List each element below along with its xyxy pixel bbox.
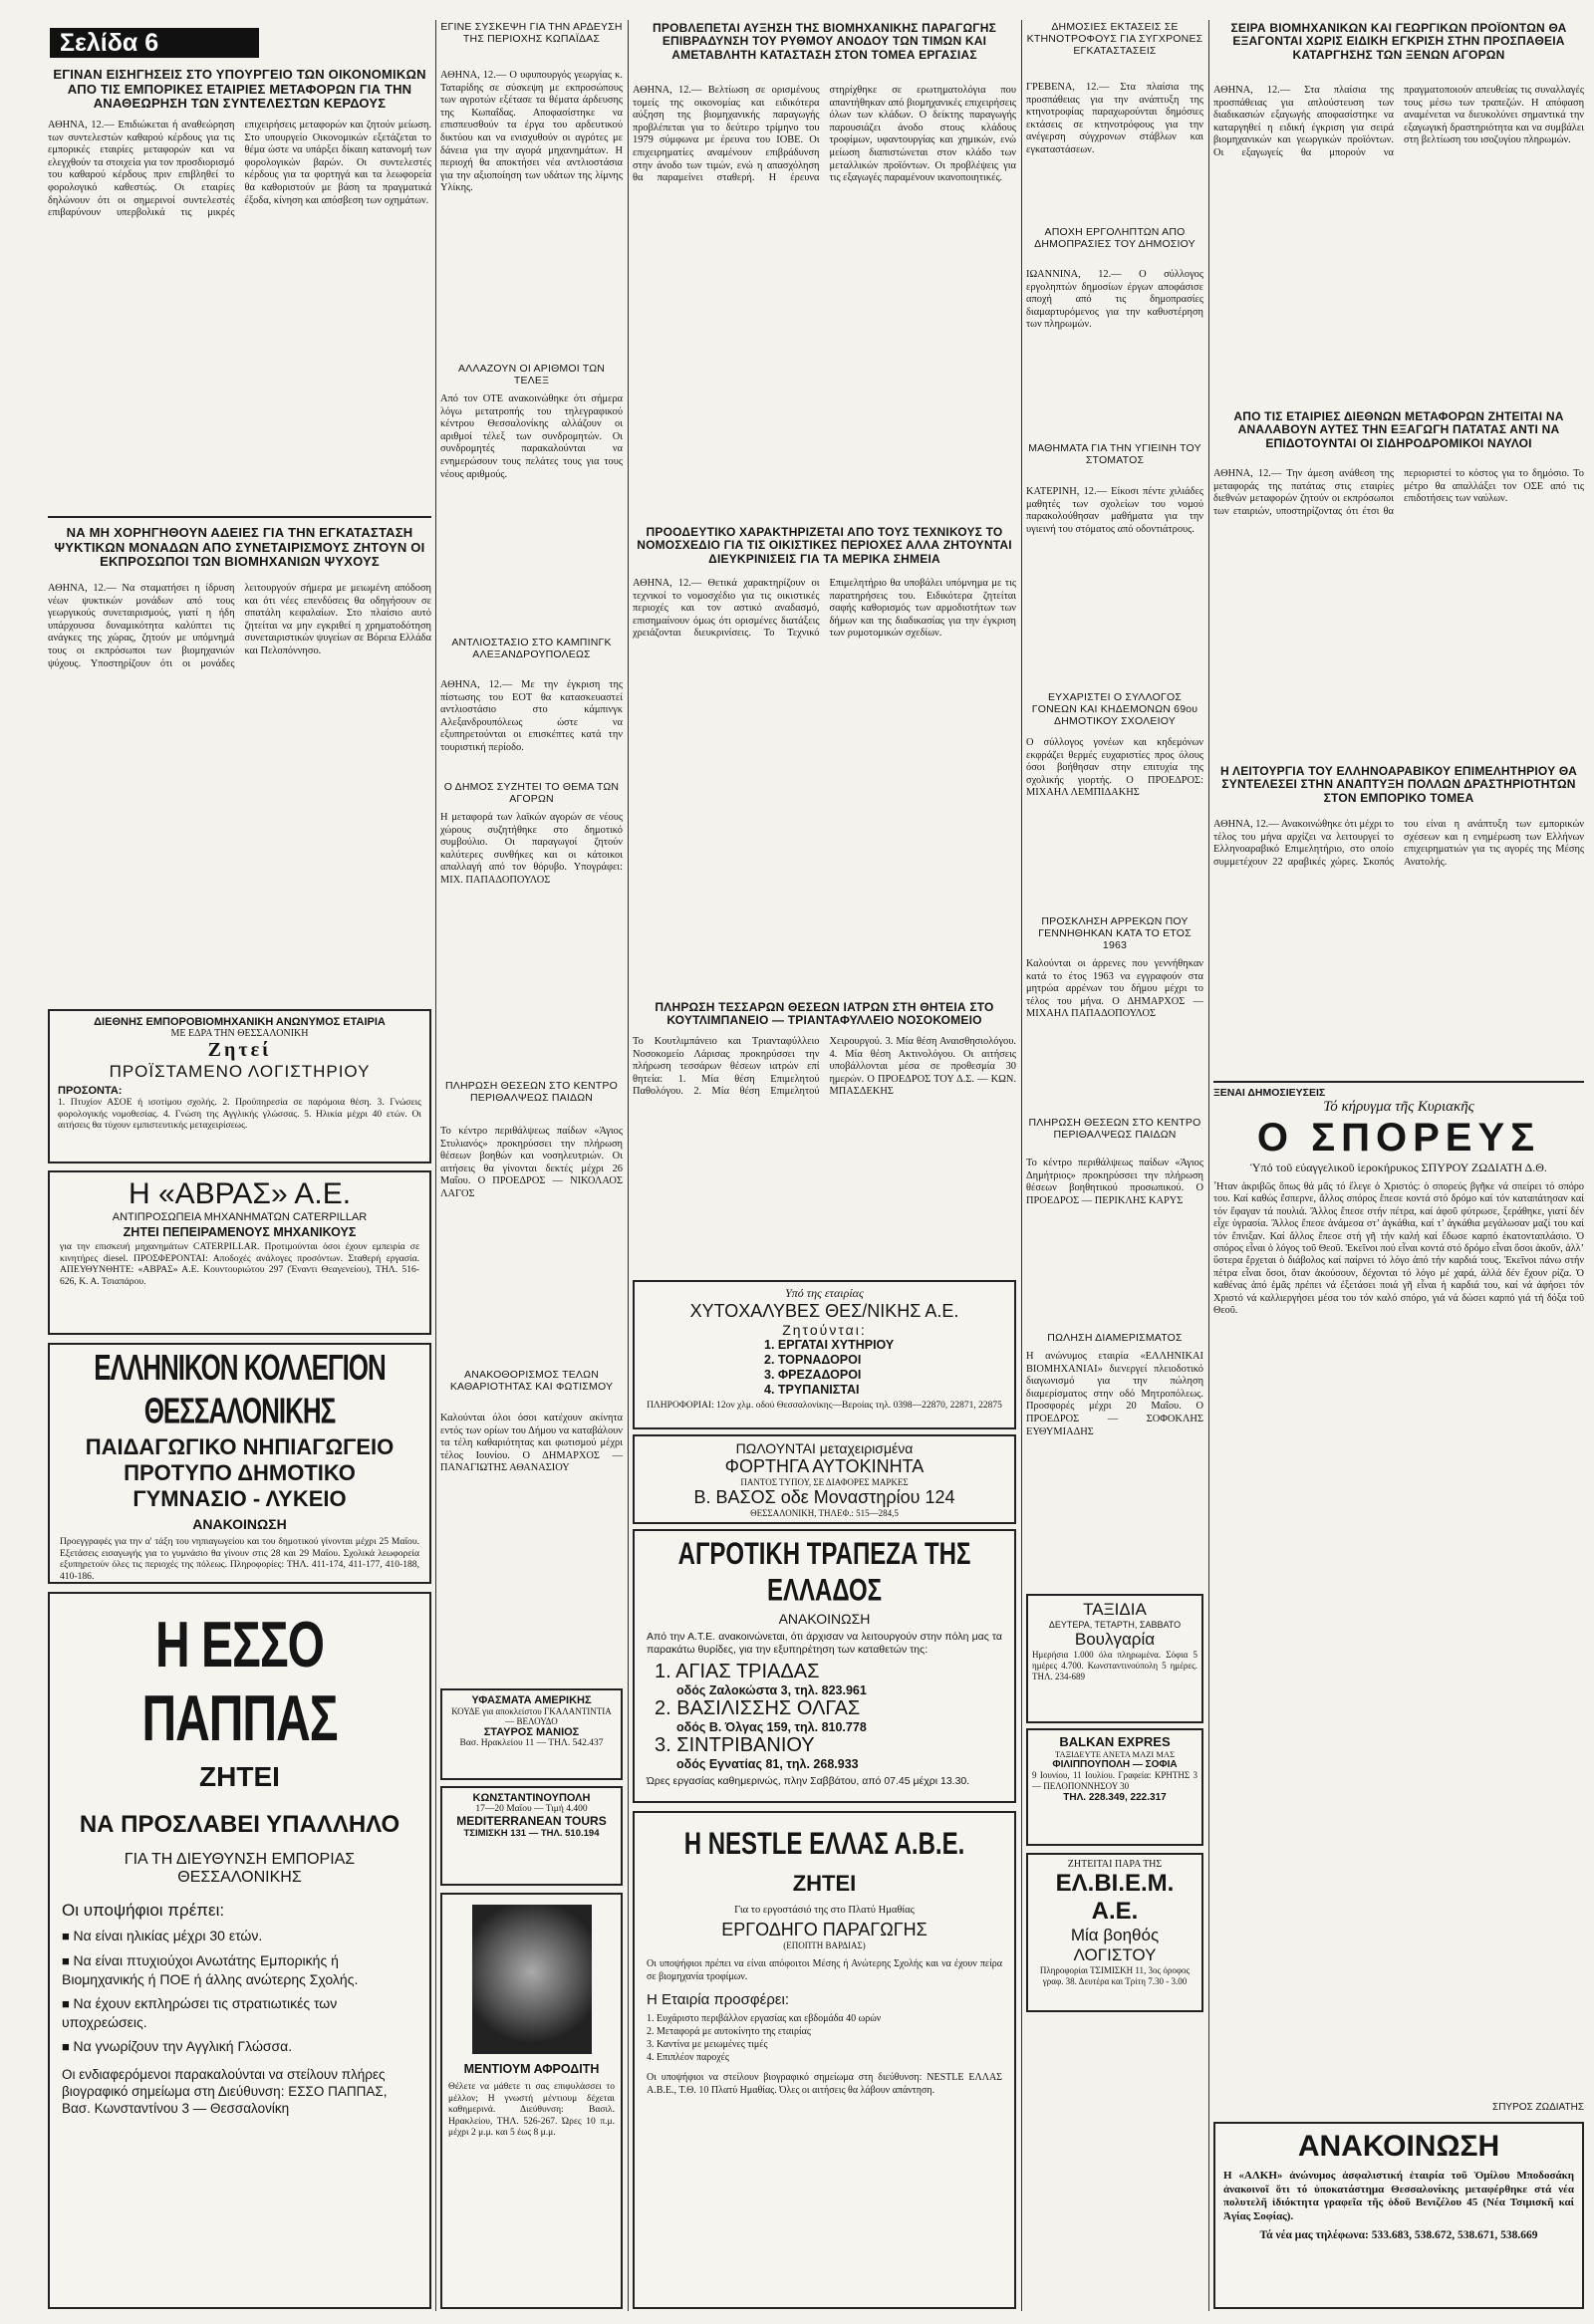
list-item: ■ Να είναι ηλικίας μέχρι 30 ετών. <box>62 1927 417 1945</box>
ad-days: ΔΕΥΤΕΡΑ, ΤΕΤΑΡΤΗ, ΣΑΒΒΑΤΟ <box>1048 1620 1182 1630</box>
list-item: 2. Μεταφορά με αυτοκίνητο της εταιρίας <box>647 2026 811 2037</box>
ad-for: ΓΙΑ ΤΗ ΔΙΕΥΘΥΝΣΗ ΕΜΠΟΡΙΑΣ ΘΕΣΣΑΛΟΝΙΚΗΣ <box>124 1851 356 1886</box>
article-body: ΑΘΗΝΑ, 12.— Ανακοινώθηκε ότι μέχρι το τέλος του μήνα αρχίζει να λειτουργεί το Ελληνοαραβικό Επιμελητήριο, στο οποίο συμμετέχουν 22 αραβικές χώρες. Σκοπός του είναι η ανάπτυξη των εμπορικών σχέσεων και η ενημέρωση των Ελλήνων επιχειρηματιών για τις αγορές της Μέσης Ανατολής. <box>1213 819 1584 868</box>
feature-title: Ο ΣΠΟΡΕΥΣ <box>1256 1116 1541 1160</box>
article-1-body: ΑΘΗΝΑ, 12.— Επιδιώκεται ή αναθεώρηση των συντελεστών καθαρού κέρδους για τις εμπορικές εταιρίες μεταφορών και να ελεγχθούν τα στοιχεία για τον προσδιορισμό του καθαρού κέρδους πριν επιβληθεί το φορολογικό καθεστώς. Οι εταιρίες δηλώνουν ότι οι σημερινοί συντελεστές επιβαρύνουν υπερβολικά τις μικρές επιχειρήσεις μεταφορών και ζητούν μείωση. Στο υπουργείο Οικονομικών εξετάζεται το θέμα ώστε να υπάρξει δίκαιη κατανομή των φορολογικών βαρών. Οι συντελεστές κέρδους για τα φορτηγά και τα λεωφορεία θα καθοριστούν με βάση τα πραγματικά έξοδα, κίνηση και απόσβεση των οχημάτων. <box>48 120 431 219</box>
ad-position: ΠΡΟΪΣΤΑΜΕΝΟ ΛΟΓΙΣΤΗΡΙΟΥ <box>109 1062 371 1081</box>
list-item: ■ Να γνωρίζουν την Αγγλική Γλώσσα. <box>62 2037 417 2056</box>
ad-offers-label: Η Εταιρία προσφέρει: <box>647 1991 790 2008</box>
article-body: Το κέντρο περιθάλψεως παίδων «Άγιος Στυλιανός» προκηρύσσει την πλήρωση θέσεων βοηθών και νοσηλευτριών. Οι αιτήσεις θα γίνονται δεκτές μέχρι 26 Μαΐου. Ο ΠΡΟΕΔΡΟΣ — ΝΙΚΟΛΑΟΣ ΛΑΓΟΣ <box>440 1126 623 1199</box>
ad-line: ΠΡΟΤΥΠΟ ΔΗΜΟΤΙΚΟ <box>124 1460 356 1485</box>
ad-subtitle: ΜΕ ΕΔΡΑ ΤΗΝ ΘΕΣΣΑΛΟΝΙΚΗ <box>170 1028 309 1039</box>
list-item: 1. Ευχάριστο περιβάλλον εργασίας και εβδομάδα 40 ωρών <box>647 2013 882 2024</box>
article-body: Η ανώνυμος εταιρία «ΕΛΛΗΝΙΚΑΙ ΒΙΟΜΗΧΑΝΙΑΙ» διενεργεί πλειοδοτικό διαγωνισμό για την πώληση διαμερίσματος στην οδό Μητροπόλεως. Προσφορές μέχρι 20 Μαΐου. Ο ΠΡΟΕΔΡΟΣ — ΣΟΦΟΚΛΗΣ ΕΥΘΥΜΙΑΔΗΣ <box>1026 1351 1203 1437</box>
branch-address: οδός Β. Όλγας 159, τηλ. 810.778 <box>676 1720 867 1734</box>
ad-line: ΓΥΜΝΑΣΙΟ - ΛΥΚΕΙΟ <box>133 1486 347 1511</box>
ad-position: ΕΡΓΟΔΗΓΟ ΠΑΡΑΓΩΓΗΣ <box>721 1920 928 1939</box>
article-headline: ΠΩΛΗΣΗ ΔΙΑΜΕΡΙΣΜΑΤΟΣ <box>1047 1333 1183 1344</box>
list-item: 4. Επιπλέον παροχές <box>647 2052 729 2063</box>
ad-announcement: ΑΝΑΚΟΙΝΩΣΗ <box>192 1516 287 1532</box>
feature-byline: Ὑπό τοῦ εὐαγγελικοῦ ἱεροκήρυκος ΣΠΥΡΟΥ ΖΩΔΙΑΤΗ Δ.Θ. <box>1250 1161 1547 1174</box>
feature-signature: ΣΠΥΡΟΣ ΖΩΔΙΑΤΗΣ <box>1492 2102 1584 2113</box>
ad-requirements: Οι υποψήφιοι πρέπει να είναι απόφοιτοι Μέσης ή Ανώτερης Σχολής και να έχουν πείρα σε βιομηχανία τροφίμων. <box>647 1958 1002 1982</box>
ad-title: ΜΕΝΤΙΟΥΜ ΑΦΡΟΔΙΤΗ <box>463 2062 600 2076</box>
branch-address: οδός Ζαλοκώστα 3, τηλ. 823.961 <box>676 1683 867 1697</box>
article-body: ΙΩΑΝΝΙΝΑ, 12.— Ο σύλλογος εργοληπτών δημοσίων έργων αποφάσισε αποχή από τις δημοπρασίες διαμαρτυρόμενος για την καθυστέρηση των πληρωμών. <box>1026 269 1203 331</box>
ad-subtitle: ΤΑΞΙΔΕΥΤΕ ΑΝΕΤΑ ΜΑΖΙ ΜΑΣ <box>1054 1749 1176 1759</box>
article-headline: ΑΝΑΚΟΘΟΡΙΣΜΟΣ ΤΕΛΩΝ ΚΑΘΑΡΙΟΤΗΤΑΣ ΚΑΙ ΦΩΤΙΣΜΟΥ <box>449 1370 614 1393</box>
article-headline: ΜΑΘΗΜΑΤΑ ΓΙΑ ΤΗΝ ΥΓΙΕΙΝΗ ΤΟΥ ΣΤΟΜΑΤΟΣ <box>1028 443 1201 466</box>
ad-subtitle: ΠΑΝΤΟΣ ΤΥΠΟΥ, ΣΕ ΔΙΑΦΟΡΕΣ ΜΑΡΚΕΣ <box>740 1477 909 1487</box>
ad-company: ΕΛ.ΒΙ.Ε.Μ. Α.Ε. <box>1055 1870 1175 1925</box>
ad-address: Βασ. Ηρακλείου 11 — ΤΗΛ. 542.437 <box>459 1738 604 1748</box>
ad-location: Για το εργοστάσιό της στο Πλατύ Ημαθίας <box>734 1905 915 1916</box>
feature-kicker: Τό κήρυγμα τῆς Κυριακῆς <box>1323 1099 1474 1115</box>
ad-title: ΚΩΝΣΤΑΝΤΙΝΟΥΠΟΛΗ <box>472 1792 591 1804</box>
feature-sermon <box>1213 1081 1584 2099</box>
ad-title: ΑΓΡΟΤΙΚΗ ΤΡΑΠΕΖΑ ΤΗΣ ΕΛΛΑΔΟΣ <box>677 1536 971 1609</box>
ad-route: ΦΙΛΙΠΠΟΥΠΟΛΗ — ΣΟΦΙΑ <box>1052 1759 1178 1770</box>
ad-positions <box>645 1338 1004 1398</box>
column-divider <box>628 20 629 2311</box>
ad-bulgaria-trips <box>1026 1594 1203 1723</box>
ad-diethnis <box>48 1009 431 1163</box>
column-divider <box>435 20 436 2311</box>
ad-title: Η ΕΣΣΟ ΠΑΠΠΑΣ <box>141 1610 338 1755</box>
list-item: 4. ΤΡΥΠΑΝΙΣΤΑΙ <box>764 1383 860 1397</box>
ad-footer: Οι υποψήφιοι να στείλουν βιογραφικό σημείωμα στη διεύθυνση: NESTLE ΕΛΛΑΣ Α.Β.Ε., Τ.Θ. 10 Πλατύ Ημαθίας. Όλες οι αιτήσεις θα λάβουν απάντηση. <box>647 2072 1002 2096</box>
article-headline: Ο ΔΗΜΟΣ ΣΥΖΗΤΕΙ ΤΟ ΘΕΜΑ ΤΩΝ ΑΓΟΡΩΝ <box>443 782 620 805</box>
article-body: Από τον ΟΤΕ ανακοινώθηκε ότι σήμερα λόγω μετατροπής του τηλεγραφικού κέντρου Θεσσαλονίκης αλλάζουν οι αριθμοί τέλεξ των συνδρομητών. Οι συνδρομητές παρακαλούνται να ενημερώσουν τους πελάτες τους για τους νέους αριθμούς. <box>440 393 623 480</box>
ad-title: ΑΝΑΚΟΙΝΩΣΗ <box>1297 2130 1500 2163</box>
article-headline: ΠΛΗΡΩΣΗ ΘΕΣΕΩΝ ΣΤΟ ΚΕΝΤΡΟ ΠΕΡΙΘΑΛΨΕΩΣ ΠΑΙΔΩΝ <box>1028 1118 1201 1141</box>
ad-hellenic-college <box>48 1343 431 1584</box>
ad-title: Η «ΑΒΡΑΣ» Α.Ε. <box>128 1177 352 1210</box>
ad-contact: ΤΣΙΜΙΣΚΗ 131 — ΤΗΛ. 510.194 <box>463 1828 600 1839</box>
ad-chytochalyves <box>633 1280 1016 1429</box>
article-body: Καλούνται όλοι όσοι κατέχουν ακίνητα εντός των ορίων του Δήμου να καταβάλουν τα τέλη καθαριότητας και φωτισμού μέχρι τέλος Ιουνίου. Ο ΔΗΜΑΡΧΟΣ — ΠΑΝΑΓΙΩΤΗΣ ΑΘΑΝΑΣΙΟΥ <box>440 1413 623 1474</box>
ad-phone: ΘΕΣΣΑΛΟΝΙΚΗ, ΤΗΛΕΦ.: 515—284,5 <box>750 1508 899 1518</box>
article-1-headline: ΕΓΙΝΑΝ ΕΙΣΗΓΗΣΕΙΣ ΣΤΟ ΥΠΟΥΡΓΕΙΟ ΤΩΝ ΟΙΚΟΝΟΜΙΚΩΝ ΑΠΟ ΤΙΣ ΕΜΠΟΡΙΚΕΣ ΕΤΑΙΡΙΕΣ ΜΕΤΑΦΟΡΩΝ ΓΙΑ ΤΗΝ ΑΝΑΘΕΩΡΗΣΗ ΤΩΝ ΣΥΝΤΕΛΕΣΤΩΝ ΚΕΡΔΟΥΣ <box>53 68 426 112</box>
article-body: ΑΘΗΝΑ, 12.— Την άμεση ανάθεση της μεταφοράς της πατάτας στις εταιρίες διεθνών μεταφορών ζητούν οι εκπρόσωποι των εταιριών, υποστηρίζοντας ότι έτσι θα περιοριστεί το κόστος για το δημόσιο. Το μέτρο θα απαλλάξει τον ΟΣΕ από τις επιδοτήσεις των ναύλων. <box>1213 468 1584 517</box>
ad-agricultural-bank <box>633 1529 1016 1803</box>
ad-subtitle: ΚΟΥΔΕ για αποκλείστου ΓΚΑΛΑΝΤΙΝΤΙΑ — ΒΕΛΟΥΔΟ <box>451 1706 612 1726</box>
ad-intro: Υπό της εταιρίας <box>785 1286 864 1300</box>
article-headline: ΔΗΜΟΣΙΕΣ ΕΚΤΑΣΕΙΣ ΣΕ ΚΤΗΝΟΤΡΟΦΟΥΣ ΓΙΑ ΣΥΓΧΡΟΝΕΣ ΕΓΚΑΤΑΣΤΑΣΕΙΣ <box>1026 22 1203 57</box>
article-headline: ΕΥΧΑΡΙΣΤΕΙ Ο ΣΥΛΛΟΓΟΣ ΓΟΝΕΩΝ ΚΑΙ ΚΗΔΕΜΟΝΩΝ 69ου ΔΗΜΟΤΙΚΟΥ ΣΧΟΛΕΙΟΥ <box>1031 692 1198 727</box>
branch-name: 1. ΑΓΙΑΣ ΤΡΙΑΔΑΣ <box>655 1661 820 1682</box>
column-divider <box>1021 20 1022 2311</box>
ad-title: ΦΟΡΤΗΓΑ ΑΥΤΟΚΙΝΗΤΑ <box>724 1456 925 1476</box>
list-item: 2. ΤΟΡΝΑΔΟΡΟΙ <box>764 1353 862 1367</box>
ad-footer: Οι ενδιαφερόμενοι παρακαλούνται να στείλουν πλήρες βιογραφικό σημείωμα στη Διεύθυνση: ΕΣΣΟ ΠΑΠΠΑΣ, Βασ. Κωνσταντίνου 3 — Θεσσαλονίκη <box>62 2067 388 2116</box>
ad-body: Προεγγραφές για την α' τάξη του νηπιαγωγείου και του δημοτικού γίνονται μέχρι 25 Μαΐου. Εξετάσεις εισαγωγής για το γυμνάσιο θα γίνουν στις 28 και 29 Μαΐου. Σχολικά λεωφορεία εξυπηρετούν όλες τις περιοχές της πόλεως. Πληροφορίες: ΤΗΛ. 411-174, 411-177, 410-188, 410-186. <box>60 1536 419 1582</box>
feature-body: Ἦταν ἀκριβῶς ὅπως θά μᾶς τό ἔλεγε ὁ Χριστός: ὁ σπορεύς βγῆκε νά σπείρει τό σπόρο του. Καί καθώς ἔσπερνε, ἄλλος σπόρος ἔπεσε κοντά στό δρόμο καί τόν καταπάτησαν καί τόν ἔφαγαν τά πουλιά. Ἄλλος ἔπεσε στήν πέτρα, καί ἀφοῦ φύτρωσε, ξεράθηκε, γιατί δέν εἶχε ὑγρασία. Ἄλλος ἔπεσε ἀνάμεσα στ’ ἀγκάθια, καί τ’ ἀγκάθια μεγάλωσαν μαζί του καί τόν ἔπνιξαν. Καί ἄλλος ἔπεσε στή γῆ τήν καλή καί ἔδωσε καρπό ἑκατονταπλάσιο. Ὁ σπόρος εἶναι ὁ λόγος τοῦ Θεοῦ. Ἐκεῖνοι πού εἶναι κοντά στό δρόμο εἶναι ὅσοι ἀκοῦν, ἀλλ’ ὕστερα ἔρχεται ὁ διάβολος καί παίρνει τό λόγο ἀπό τήν καρδιά τους. Ἐκεῖνοι πάνω στήν πέτρα εἶναι ὅσοι, ὅταν ἀκούσουν, δέχονται τό λόγο μέ χαρά, ἀλλά δέν ἔχουν ρίζα. Ὁ καθένας ἀπό ἐμᾶς πρέπει νά ἐξετάσει ποιά γῆ εἶναι ἡ καρδιά του, καί νά ἀφήσει τόν Χριστό νά καλλιεργήσει μέσα του τόν καλό σπόρο, γιά νά δώσει καρπό γιά τή δόξα τοῦ Θεοῦ. <box>1213 1181 1584 1317</box>
ad-offers <box>647 2012 1002 2064</box>
ad-announcement: ΑΝΑΚΟΙΝΩΣΗ <box>778 1611 871 1627</box>
ad-hours: Ώρες εργασίας καθημερινώς, πλην Σαββάτου, από 07.45 μέχρι 13.30. <box>647 1775 970 1787</box>
divider <box>48 516 431 518</box>
ad-qualifications-label: ΠΡΟΣΟΝΤΑ: <box>58 1085 123 1097</box>
article-body: Ο σύλλογος γονέων και κηδεμόνων εκφράζει θερμές ευχαριστίες προς όλους όσοι βοήθησαν στην επιτυχία της σχολικής γιορτής. Ο ΠΡΟΕΔΡΟΣ: ΜΙΧΑΗΛ ΛΕΜΠΙΔΑΚΗΣ <box>1026 737 1203 799</box>
branch-address: οδός Εγνατίας 81, τηλ. 268.933 <box>676 1757 859 1771</box>
article-2-body: ΑΘΗΝΑ, 12.— Να σταματήσει η ίδρυση νέων ψυκτικών μονάδων από τους γεωργικούς συνεταιρισμούς, γιατί η ήδη υπάρχουσα δυναμικότητα καλύπτει τις ανάγκες της χώρας, ζητούν με υπόμνημά τους οι εκπρόσωποι των βιομηχανιών ψύχους. Υποστηρίζουν ότι οι μονάδες λειτουργούν σήμερα με μειωμένη απόδοση και ότι νέες επενδύσεις θα οδηγήσουν σε σπατάλη κεφαλαίων. Στο πλαίσιο αυτό ζητείται να μην εγκριθεί η χρηματοδότηση συνεταιριστικών ψυγείων σε Βόρεια Ελλάδα και Πελοπόννησο. <box>48 583 431 669</box>
ad-phone: ΤΗΛ. 228.349, 222.317 <box>1063 1792 1167 1803</box>
ad-title: ΥΦΑΣΜΑΤΑ ΑΜΕΡΙΚΗΣ <box>471 1694 592 1706</box>
article-headline: ΠΛΗΡΩΣΗ ΘΕΣΕΩΝ ΣΤΟ ΚΕΝΤΡΟ ΠΕΡΙΘΑΛΨΕΩΣ ΠΑΙΔΩΝ <box>444 1081 618 1104</box>
article-headline: ΠΛΗΡΩΣΗ ΤΕΣΣΑΡΩΝ ΘΕΣΕΩΝ ΙΑΤΡΩΝ ΣΤΗ ΘΗΤΕΙΑ ΣΤΟ ΚΟΥΤΛΙΜΠΑΝΕΙΟ — ΤΡΙΑΝΤΑΦΥΛΛΕΙΟ ΝΟΣΟΚΟΜΕΙΟ <box>655 1001 994 1028</box>
ad-alki <box>1213 2122 1584 2309</box>
article-body: ΑΘΗΝΑ, 12.— Στα πλαίσια της προσπάθειας για απλούστευση των διαδικασιών εξαγωγής αποφασίστηκε να καταργηθεί η ειδική έγκριση για σειρά βιομηχανικών και γεωργικών προϊόντων. Οι εξαγωγείς θα μπορούν να πραγματοποιούν απευθείας τις συναλλαγές τους μέσω των τραπεζών. Η απόφαση αναμένεται να διευκολύνει σημαντικά την εξαγωγική δραστηριότητα και να συμβάλει στη βελτίωση του ισοζυγίου πληρωμών. <box>1213 85 1584 158</box>
ad-requirements <box>62 1927 417 2056</box>
ad-title: ΕΛΛΗΝΙΚΟΝ ΚΟΛΛΕΓΙΟΝ ΘΕΣΣΑΛΟΝΙΚΗΣ <box>94 1346 386 1431</box>
ad-agency: MEDITERRANEAN TOURS <box>456 1814 607 1828</box>
article-2-headline: ΝΑ ΜΗ ΧΟΡΗΓΗΘΟΥΝ ΑΔΕΙΕΣ ΓΙΑ ΤΗΝ ΕΓΚΑΤΑΣΤΑΣΗ ΨΥΚΤΙΚΩΝ ΜΟΝΑΔΩΝ ΑΠΟ ΣΥΝΕΤΑΙΡΙΣΜΟΥΣ ΖΗΤΟΥΝ ΟΙ ΕΚΠΡΟΣΩΠΟΙ ΤΩΝ ΒΙΟΜΗΧΑΝΙΩΝ ΨΥΧΟΥΣ <box>54 526 425 570</box>
article-body: Καλούνται οι άρρενες που γεννήθηκαν κατά το έτος 1963 να εγγραφούν στα μητρώα αρρένων του δήμου μέχρι το τέλος του μήνα. Ο ΔΗΜΑΡΧΟΣ — ΜΙΧΑΗΛ ΠΑΠΑΔΟΠΟΥΛΟΣ <box>1026 958 1203 1020</box>
ad-qualifications: 1. Πτυχίον ΑΣΟΕ ή ισοτίμου σχολής. 2. Προϋπηρεσία σε παρόμοια θέση. 3. Γνώσεις φορολογικής νομοθεσίας. 4. Γνώση της Αγγλικής γλώσσας. 5. Ηλικία μέχρι 40 ετών. Οι αιτήσεις θα τύχουν εμπιστευτικής μεταχειρίσεως. <box>58 1097 421 1131</box>
list-item: 3. ΦΡΕΖΑΔΟΡΟΙ <box>764 1368 862 1382</box>
ad-intro: ΖΗΤΕΙΤΑΙ ΠΑΡΑ ΤΗΣ <box>1067 1859 1163 1870</box>
branch-name: 2. ΒΑΣΙΛΙΣΣΗΣ ΟΛΓΑΣ <box>655 1697 861 1719</box>
ad-nestle <box>633 1811 1016 2309</box>
ad-title: ΔΙΕΘΝΗΣ ΕΜΠΟΡΟΒΙΟΜΗΧΑΝΙΚΗ ΑΝΩΝΥΜΟΣ ΕΤΑΙΡΙΑ <box>94 1016 386 1028</box>
ad-body: 9 Ιουνίου, 11 Ιουλίου. Γραφεία: ΚΡΗΤΗΣ 3 — ΠΕΛΟΠΟΝΝΗΣΟΥ 30 <box>1032 1770 1197 1791</box>
ad-wanted: Ζητούνται: <box>782 1322 867 1338</box>
ad-name: ΣΤΑΥΡΟΣ ΜΑΝΙΟΣ <box>483 1726 580 1738</box>
column-divider <box>1208 20 1209 2311</box>
ad-title: BALKAN EXPRES <box>1059 1734 1171 1749</box>
ad-phones: Τά νέα μας τηλέφωνα: 533.683, 538.672, 538.671, 538.669 <box>1259 2229 1538 2241</box>
ad-balkan-express <box>1026 1728 1203 1846</box>
ad-subtitle: ΑΝΤΙΠΡΟΣΩΠΕΙΑ ΜΗΧΑΝΗΜΑΤΩΝ CATERPILLAR <box>112 1211 368 1223</box>
ad-title: ΤΑΞΙΔΙΑ <box>1083 1600 1147 1619</box>
feature-section-label: ΞΕΝΑΙ ΔΗΜΟΣΙΕΥΣΕΙΣ <box>1213 1087 1326 1099</box>
article-headline: ΠΡΟΟΔΕΥΤΙΚΟ ΧΑΡΑΚΤΗΡΙΖΕΤΑΙ ΑΠΟ ΤΟΥΣ ΤΕΧΝΙΚΟΥΣ ΤΟ ΝΟΜΟΣΧΕΔΙΟ ΓΙΑ ΤΙΣ ΟΙΚΙΣΤΙΚΕΣ ΠΕΡΙΟΧΕΣ ΑΛΛΑ ΖΗΤΟΥΝΤΑΙ ΔΙΕΥΚΡΙΝΙΣΕΙΣ ΓΙΑ ΤΑ ΜΕΡΙΚΑ ΣΗΜΕΙΑ <box>637 526 1012 566</box>
article-body: Το κέντρο περιθάλψεως παίδων «Άγιος Δημήτριος» προκηρύσσει την πλήρωση θέσεων βοηθητικού προσωπικού. Ο ΠΡΟΕΔΡΟΣ — ΠΕΡΙΚΛΗΣ ΚΑΡΥΣ <box>1026 1158 1203 1206</box>
ad-body: για την επισκευή μηχανημάτων CATERPILLAR. Προτιμούνται όσοι έχουν εμπειρία σε κινητήρες diesel. ΠΡΟΣΦΕΡΟΝΤΑΙ: Αποδοχές ανάλογες προσόντων. Σταθερή εργασία. ΑΠΕΥΘΥΝΘΗΤΕ: «ΑΒΡΑΣ» Α.Ε. Κουντουριώτου 297 (Έναντι Θεαγενείου), ΤΗΛ. 516-626, Κ. Α. Τσιαπάρου. <box>60 1241 419 1287</box>
article-body: ΑΘΗΝΑ, 12.— Θετικά χαρακτηρίζουν οι τεχνικοί το νομοσχέδιο για τις οικιστικές περιοχές και τον αστικό αναδασμό, επισημαίνουν όμως ότι ορισμένες διατάξεις χρειάζονται διευκρινίσεις. Το Τεχνικό Επιμελητήριο θα υποβάλει υπόμνημα με τις παρατηρήσεις του. Ειδικότερα ζητείται σαφής καθορισμός των αρμοδιοτήτων των δήμων και της διαδικασίας για την έγκριση των ρυμοτομικών σχεδίων. <box>633 578 1016 640</box>
ad-trucks <box>633 1434 1016 1524</box>
article-headline: ΑΛΛΑΖΟΥΝ ΟΙ ΑΡΙΘΜΟΙ ΤΩΝ ΤΕΛΕΞ <box>457 364 606 387</box>
branch-name: 3. ΣΙΝΤΡΙΒΑΝΙΟΥ <box>655 1734 815 1756</box>
article-headline: ΑΝΤΛΙΟΣΤΑΣΙΟ ΣΤΟ ΚΑΜΠΙΝΓΚ ΑΛΕΞΑΝΔΡΟΥΠΟΛΕΩΣ <box>451 638 612 660</box>
list-item: ■ Να έχουν εκπληρώσει τις στρατιωτικές των υποχρεώσεις. <box>62 1994 417 2031</box>
ad-wanted: Μία βοηθός <box>1070 1926 1160 1944</box>
ad-body: Ημερήσια 1.000 όλα πληρωμένα. Σόφια 5 ημέρες 4.700. Κωνσταντινούπολη 5 ημέρες. ΤΗΛ. 234-689 <box>1032 1650 1197 1681</box>
ad-destination: Βουλγαρία <box>1074 1630 1156 1649</box>
article-headline: Η ΛΕΙΤΟΥΡΓΙΑ ΤΟΥ ΕΛΛΗΝΟΑΡΑΒΙΚΟΥ ΕΠΙΜΕΛΗΤΗΡΙΟΥ ΘΑ ΣΥΝΤΕΛΕΣΕΙ ΣΤΗΝ ΑΝΑΠΤΥΞΗ ΠΟΛΛΩΝ ΔΡΑΣΤΗΡΙΟΤΗΤΩΝ ΣΤΟΝ ΕΜΠΟΡΙΚΟ ΤΟΜΕΑ <box>1220 765 1577 805</box>
article-body: ΑΘΗΝΑ, 12.— Ο υφυπουργός γεωργίας κ. Ταταρίδης σε σύσκεψη με εκπροσώπους των αγροτών εξέτασε τα θέματα άρδευσης της Κωπαΐδας. Αποφασίστηκε να επισπευσθούν τα έργα του αρδευτικού δικτύου και να ενισχυθούν οι αγρότες με δάνεια για την αγορά μηχανημάτων. Η περιοχή θα αποκτήσει νέα αντλιοστάσια για την αξιοποίηση των υδάτων της λίμνης Υλίκης. <box>440 70 623 194</box>
ad-position-note: (ΕΠΟΠΤΗ ΒΑΡΔΙΑΣ) <box>783 1940 866 1950</box>
ad-position: ΛΟΓΙΣΤΟΥ <box>1073 1945 1157 1964</box>
portrait-photo <box>472 1905 592 2054</box>
ad-wants: ΖΗΤΕΙ <box>792 1871 857 1896</box>
ad-fabrics <box>440 1688 623 1780</box>
ad-body: Από την Α.Τ.Ε. ανακοινώνεται, ότι άρχισαν να λειτουργούν στην πόλη μας τα παρακάτω θυρίδες, για την εξυπηρέτηση των καταθετών της: <box>647 1631 1002 1656</box>
article-body: ΑΘΗΝΑ, 12.— Βελτίωση σε ορισμένους τομείς της οικονομίας και ειδικότερα αύξηση της βιομηχανικής παραγωγής προβλέπεται για το δεύτερο τρίμηνο του 1979 σύμφωνα με έρευνα του ΙΟΒΕ. Οι επιχειρηματίες αναμένουν επιβράδυνση στην άνοδο των τιμών, ενώ η απασχόληση θα παραμείνει σταθερή. Η έρευνα στηρίχθηκε σε ερωτηματολόγια που απαντήθηκαν από βιομηχανικές επιχειρήσεις όλων των κλάδων. Ο δείκτης παραγωγής παρουσιάζει άνοδο στους κλάδους τροφίμων, υφαντουργίας και χημικών, ενώ μείωση διαπιστώνεται στον κλάδο των μεταλλικών προϊόντων. Οι προβλέψεις για τις εξαγωγές παραμένουν ικανοποιητικές. <box>633 85 1016 184</box>
list-item: 1. ΕΡΓΑΤΑΙ ΧΥΤΗΡΙΟΥ <box>764 1338 895 1352</box>
article-headline: ΣΕΙΡΑ ΒΙΟΜΗΧΑΝΙΚΩΝ ΚΑΙ ΓΕΩΡΓΙΚΩΝ ΠΡΟΪΟΝΤΩΝ ΘΑ ΕΞΑΓΟΝΤΑΙ ΧΩΡΙΣ ΕΙΔΙΚΗ ΕΓΚΡΙΣΗ ΣΤΗΝ ΠΡΟΣΠΑΘΕΙΑ ΚΑΤΑΡΓΗΣΗΣ ΤΩΝ ΞΕΝΩΝ ΑΓΟΡΩΝ <box>1230 22 1567 62</box>
ad-contact: ΠΛΗΡΟΦΟΡΙΑΙ: 12ον χλμ. οδού Θεσσαλονίκης—Βεροίας τηλ. 0398—22870, 22871, 22875 <box>647 1401 1002 1411</box>
ad-elviem <box>1026 1853 1203 2012</box>
ad-title: Η NESTLE ΕΛΛΑΣ Α.Β.Ε. <box>683 1826 965 1862</box>
article-body: ΓΡΕΒΕΝΑ, 12.— Στα πλαίσια της προσπάθειας για την ανάπτυξη της κτηνοτροφίας παραχωρούνται δημόσιες εκτάσεις σε κτηνοτρόφους για την ανέγερση σύγχρονων στάβλων και εγκαταστάσεων. <box>1026 82 1203 155</box>
article-headline: ΕΓΙΝΕ ΣΥΣΚΕΨΗ ΓΙΑ ΤΗΝ ΑΡΔΕΥΣΗ ΤΗΣ ΠΕΡΙΟΧΗΣ ΚΩΠΑΪΔΑΣ <box>440 22 623 45</box>
article-body: ΚΑΤΕΡΙΝΗ, 12.— Είκοσι πέντε χιλιάδες μαθητές των σχολείων του νομού παρακολούθησαν μαθήματα για την υγιεινή του στόματος από οδοντιάτρους. <box>1026 486 1203 535</box>
article-body: ΑΘΗΝΑ, 12.— Με την έγκριση της πίστωσης του ΕΟΤ θα κατασκευαστεί αντλιοστάσιο στο κάμπινγκ Αλεξανδρουπόλεως ώστε να εξυπηρετούνται οι επισκέπτες κατά την τουριστική περίοδο. <box>440 679 623 753</box>
ad-intro: ΠΩΛΟΥΝΤΑΙ μεταχειρισμένα <box>735 1440 914 1456</box>
ad-wants: ΖΗΤΕΙ <box>199 1761 280 1792</box>
ad-esso-pappas <box>48 1592 431 2309</box>
ad-contact: Πληροφορίαι ΤΣΙΜΙΣΚΗ 11, 3ος όροφος γραφ. 38. Δευτέρα και Τρίτη 7.30 - 3.00 <box>1039 1965 1191 1986</box>
ad-requirements-label: Οι υποψήφιοι πρέπει: <box>62 1901 225 1920</box>
ad-line: ΠΑΙΔΑΓΩΓΙΚΟ ΝΗΠΙΑΓΩΓΕΙΟ <box>85 1434 395 1459</box>
article-body: Η μεταφορά των λαϊκών αγορών σε νέους χώρους συζητήθηκε στο δημοτικό συμβούλιο. Οι παραγωγοί ζητούν καλύτερες συνθήκες και οι κάτοικοι απαλλαγή από τον θόρυβο. Υπογράφει: ΜΙΧ. ΠΑΠΑΔΟΠΟΥΛΟΣ <box>440 812 623 886</box>
article-body: Το Κουτλιμπάνειο και Τριανταφύλλειο Νοσοκομείο Λάρισας προκηρύσσει την πλήρωση τεσσάρων θέσεων ιατρών επί θητεία: 1. Μία θέση Επιμελητού Παθολόγου. 2. Μία θέση Επιμελητού Χειρουργού. 3. Μία θέση Αναισθησιολόγου. 4. Μία θέση Ακτινολόγου. Οι αιτήσεις υποβάλλονται μέσα σε προθεσμία 30 ημερών. Ο ΠΡΟΕΔΡΟΣ ΤΟΥ Δ.Σ. — ΚΩΝ. ΜΠΑΣΔΕΚΗΣ <box>633 1036 1016 1098</box>
list-item: 3. Καντίνα με μειωμένες τιμές <box>647 2039 768 2050</box>
article-headline: ΠΡΟΒΛΕΠΕΤΑΙ ΑΥΞΗΣΗ ΤΗΣ ΒΙΟΜΗΧΑΝΙΚΗΣ ΠΑΡΑΓΩΓΗΣ ΕΠΙΒΡΑΔΥΝΣΗ ΤΟΥ ΡΥΘΜΟΥ ΑΝΟΔΟΥ ΤΩΝ ΤΙΜΩΝ ΚΑΙ ΑΜΕΤΑΒΛΗΤΗ ΚΑΤΑΣΤΑΣΗ ΣΤΟΝ ΤΟΜΕΑ ΕΡΓΑΣΙΑΣ <box>653 22 996 62</box>
ad-wants: Ζητεί <box>207 1039 272 1061</box>
ad-company: ΧΥΤΟΧΑΛΥΒΕΣ ΘΕΣ/ΝΙΚΗΣ Α.Ε. <box>689 1301 959 1321</box>
article-headline: ΑΠΟ ΤΙΣ ΕΤΑΙΡΙΕΣ ΔΙΕΘΝΩΝ ΜΕΤΑΦΟΡΩΝ ΖΗΤΕΙΤΑΙ ΝΑ ΑΝΑΛΑΒΟΥΝ ΑΥΤΕΣ ΤΗΝ ΕΞΑΓΩΓΗ ΠΑΤΑΤΑΣ ΑΝΤΙ ΝΑ ΕΠΙΔΟΤΟΥΝΤΑΙ ΟΙ ΣΙΔΗΡΟΔΡΟΜΙΚΟΙ ΝΑΥΛΟΙ <box>1233 410 1564 450</box>
ad-body: Θέλετε να μάθετε τι σας επιφυλάσσει το μέλλον; Η γνωστή μέντιουμ δέχεται καθημερινά. Διεύθυνση: Βασιλ. Ηρακλείου, ΤΗΛ. 526-267. Ώρες 10 π.μ. μέχρι 2 μ.μ. και 5 έως 8 μ.μ. <box>448 2082 615 2138</box>
ad-medium <box>440 1893 623 2309</box>
ad-avras <box>48 1170 431 1335</box>
list-item: ■ Να είναι πτυχιούχοι Ανωτάτης Εμπορικής ή Βιομηχανικής ή ΠΟΕ ή άλλης ανώτερης Σχολής. <box>62 1951 417 1988</box>
article-headline: ΑΠΟΧΗ ΕΡΓΟΛΗΠΤΩΝ ΑΠΟ ΔΗΜΟΠΡΑΣΙΕΣ ΤΟΥ ΔΗΜΟΣΙΟΥ <box>1034 227 1196 250</box>
ad-take: ΝΑ ΠΡΟΣΛΑΒΕΙ ΥΠΑΛΛΗΛΟ <box>79 1811 400 1838</box>
ad-istanbul-tour <box>440 1786 623 1886</box>
ad-dealer: Β. ΒΑΣΟΣ οδε Μοναστηρίου 124 <box>693 1487 955 1507</box>
page-tab: Σελίδα 6 <box>50 28 259 58</box>
ad-wants: ΖΗΤΕΙ ΠΕΠΕΙΡΑΜΕΝΟΥΣ ΜΗΧΑΝΙΚΟΥΣ <box>123 1225 357 1239</box>
ad-dates: 17—20 Μαΐου — Τιμή 4.400 <box>475 1804 588 1814</box>
article-headline: ΠΡΟΣΚΛΗΣΗ ΑΡΡΕΚΩΝ ΠΟΥ ΓΕΝΝΗΘΗΚΑΝ ΚΑΤΑ ΤΟ ΕΤΟΣ 1963 <box>1038 916 1192 951</box>
ad-body: Η «ΑΛΚΗ» ἀνώνυμος ἀσφαλιστική ἑταιρία τοῦ Ὁμίλου Μποδοσάκη ἀνακοινοῖ ὅτι τό ὑποκατάστημα Θεσσαλονίκης μεταφέρθηκε στά νέα πολυτελῆ ἰδιόκτητα γραφεῖα τῆς ὁδοῦ Βενιζέλου 45 (Νέα Τσιμισκῆ καί Ἀγίας Σοφίας). <box>1223 2170 1574 2222</box>
branch-list <box>647 1661 1002 1771</box>
